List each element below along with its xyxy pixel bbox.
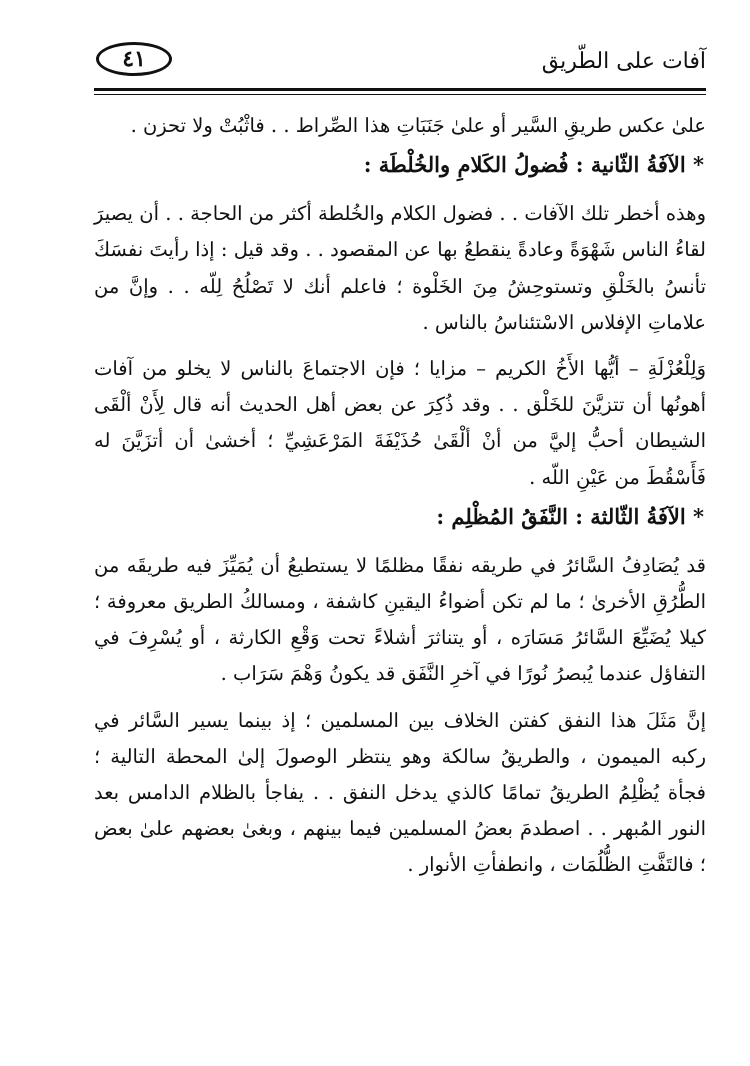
paragraph-seclusion: وَلِلْعُزْلَةِ – أيُّها الأَخُ الكريم – مزايا ؛ فإن الاجتماعَ بالناس لا يخلو من آفات أهونُها أن تتزيَّنَ للخَلْق . . وقد ذُكِرَ عن بعض أهل الحديث أنه قال لِأَنْ ألْقَى الشيطان أحبُّ إليَّ من أنْ ألْقَىٰ حُذَيْفَةَ المَرْعَشِيِّ ؛ أخشىٰ أن أتزَيَّنَ له فَأَسْقُطَ من عَيْنِ اللّه . [94,357,706,489]
section-heading-third-vice [94,496,706,538]
header-rule-thin [94,94,706,95]
section-heading-text: الآفَةُ الثّالثة : النَّفَقُ المُظْلِم : [436,503,686,529]
body-text [94,108,706,884]
paragraph-continuation: علىٰ عكس طريقِ السَّير أو علىٰ جَنَبَاتِ هذا الصِّراط . . فاثْبُتْ ولا تحزن . [130,114,706,137]
section-heading-text: الآفَةُ الثّانية : فُضولُ الكَلامِ والخُلْطَة : [363,152,686,178]
paragraph-tunnel-analogy: إنَّ مَثَلَ هذا النفق كفتن الخلاف بين المسلمين ؛ إذ بينما يسير السَّائر في ركبه الميمون ، والطريقُ سالكة وهو ينتظر الوصولَ إلىٰ المحطة التالية ؛ فجأة يُظْلِمُ الطريقُ تمامًا كالذي يدخل النفق . . يفاجأ بالظلام الدامس بعد النور المُبهر . . اصطدمَ بعضُ المسلمين فيما بينهم ، وبغىٰ بعضهم علىٰ بعض ؛ فالتَفَّتِ الظُّلُمَات ، وانطفأتِ الأنوار . [94,708,706,877]
bullet-star: * [693,152,704,178]
page-header [94,38,706,90]
paragraph-excess-speech: وهذه أخطر تلك الآفات . . فضول الكلام والخُلطة أكثر من الحاجة . . أن يصيرَ لقاءُ الناس شَهْوَةً وعادةً ينقطعُ بها عن المقصود . . وقد قيل : إذا رأيتَ نفسَكَ تأنسُ بالخَلْقِ وتستوحِشُ مِنَ الخَلْوة ؛ فاعلم أنك لا تَصْلُحُ لِلّه . . وإنَّ من علاماتِ الإفلاس الاسْتئناسُ بالناس . [94,202,706,334]
paragraph-dark-tunnel: قد يُصَادِفُ السَّائرُ في طريقه نفقًا مظلمًا لا يستطيعُ أن يُمَيِّزَ فيه طريقَه من الطُّرُقِ الأخرىٰ ؛ ما لم تكن أضواءُ اليقينِ كاشفة ، ومسالكُ الطريق معروفة ؛ كيلا يُضَيِّعَ السَّائرُ مَسَارَه ، أو يتناثرَ أشلاءً تحت وَقْعِ الكارثة ، أو يُسْرِفَ في التفاؤل عندما يُبصرُ نُورًا في آخرِ النَّفَق قد يكونُ وَهْمَ سَرَاب . [94,553,706,686]
page-number: ٤١ [96,42,172,76]
section-heading-second-vice [94,144,706,186]
header-rule-thick [94,88,706,91]
bullet-star: * [693,503,704,529]
running-title: آفات على الطّريق [541,49,706,74]
